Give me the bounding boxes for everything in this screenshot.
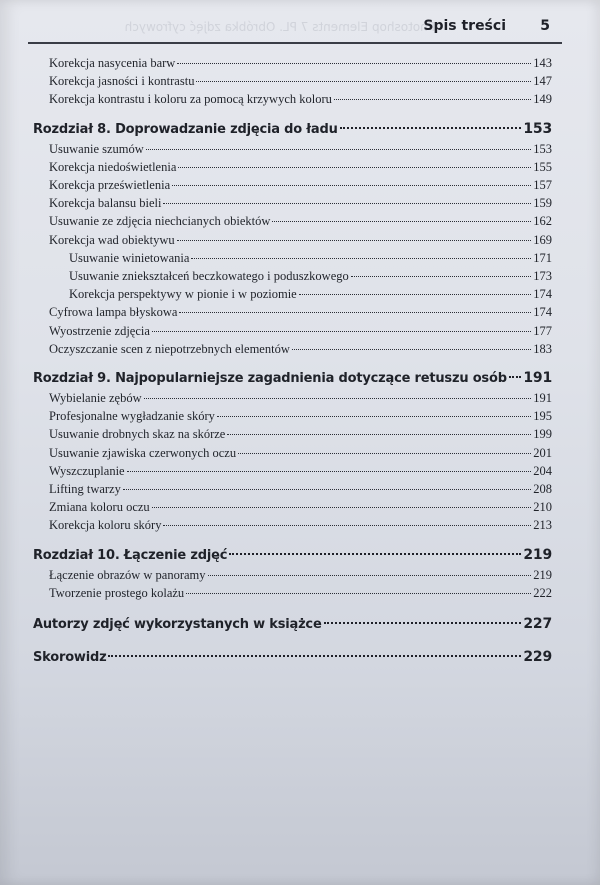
toc-entry-page: 219 <box>533 567 552 582</box>
toc-entry-page: 155 <box>533 159 552 174</box>
toc-entry-title: Korekcja nasycenia barw <box>49 56 176 70</box>
toc-entry <box>49 214 552 229</box>
toc-entry-page: 183 <box>533 341 552 356</box>
toc-entry-title: Zmiana koloru oczu <box>49 500 150 515</box>
toc-entry-title: Profesjonalne wygładzanie skóry <box>49 409 215 424</box>
dot-leader <box>334 99 531 100</box>
toc-entry-title: Cyfrowa lampa błyskowa <box>49 305 178 320</box>
toc-chapter <box>33 616 552 632</box>
dot-leader <box>509 376 522 378</box>
toc-entry-page: 162 <box>533 214 552 229</box>
toc-entry-page: 195 <box>533 409 552 424</box>
toc-chapter-page: 153 <box>523 120 552 137</box>
toc-chapter <box>33 649 552 665</box>
dot-leader <box>217 416 531 417</box>
toc-subentry <box>69 269 552 284</box>
toc-chapter-title: Skorowidz <box>33 650 107 665</box>
toc-entry-page: 213 <box>533 518 552 533</box>
dot-leader <box>146 149 531 150</box>
toc-chapter-title: Rozdział 9. Najpopularniejsze zagadnienia dotyczące retuszu osób <box>33 371 507 386</box>
dot-leader <box>179 312 531 313</box>
toc-entry-title: Korekcja balansu bieli <box>49 196 162 211</box>
dot-leader <box>144 398 532 399</box>
dot-leader <box>238 453 531 454</box>
toc-entry-page: 222 <box>533 585 552 600</box>
toc-entry-title: Wyszczuplanie <box>49 463 125 478</box>
page-number: 5 <box>540 18 550 34</box>
toc-entry-page: 210 <box>533 500 552 515</box>
toc-entry <box>49 142 552 157</box>
toc-entry-page: 204 <box>533 463 552 478</box>
toc-chapter <box>33 370 552 386</box>
toc-entry <box>49 427 552 442</box>
toc-subentry-title: Korekcja perspektywy w pionie i w poziomie <box>69 287 297 302</box>
toc-entry-title: Usuwanie ze zdjęcia niechcianych obiektów <box>49 214 271 229</box>
dot-leader <box>208 575 532 576</box>
dot-leader <box>229 553 521 555</box>
toc-subentry-page: 174 <box>533 287 552 302</box>
toc-entry-page: 177 <box>533 323 552 338</box>
toc-entry-page: 159 <box>533 196 552 211</box>
toc-entry-title: Tworzenie prostego kolażu <box>49 585 185 600</box>
toc-entry <box>49 391 552 406</box>
toc-entry-title: Usuwanie drobnych skaz na skórze <box>49 427 226 442</box>
toc-chapter <box>33 547 552 563</box>
dot-leader <box>152 331 531 332</box>
toc-entry-title: Korekcja wad obiektywu <box>49 232 175 247</box>
toc-chapter-page: 219 <box>523 546 552 563</box>
toc-entry <box>49 305 552 320</box>
dot-leader <box>108 655 521 657</box>
toc-entry <box>49 92 552 107</box>
toc-entry <box>49 160 552 175</box>
toc-entry-page: 169 <box>533 232 552 247</box>
toc-entry <box>49 482 552 497</box>
toc-entry-title: Wyostrzenie zdjęcia <box>49 323 150 338</box>
toc-entry-page: 201 <box>533 445 552 460</box>
dot-leader <box>163 203 531 204</box>
dot-leader <box>177 240 532 241</box>
dot-leader <box>299 294 532 295</box>
toc-chapter-title: Rozdział 8. Doprowadzanie zdjęcia do ładu <box>33 121 338 137</box>
toc-entry-title: Korekcja jasności i kontrastu <box>49 74 195 89</box>
toc-entry <box>49 500 552 515</box>
dot-leader <box>127 471 532 472</box>
toc-entry-title: Usuwanie zjawiska czerwonych oczu <box>49 445 237 460</box>
dot-leader <box>178 167 531 168</box>
toc-entry <box>49 446 552 461</box>
toc-chapter <box>33 121 552 137</box>
toc-entry <box>49 178 552 193</box>
dot-leader <box>196 81 531 82</box>
toc-entry-title: Korekcja prześwietlenia <box>49 178 171 192</box>
toc-entry-page: 208 <box>533 482 552 496</box>
dot-leader <box>152 507 532 508</box>
toc-chapter-title: Autorzy zdjęć wykorzystanych w książce <box>33 617 322 632</box>
toc-subentry <box>69 287 552 302</box>
running-header <box>28 14 562 44</box>
toc-entry <box>49 568 552 583</box>
toc-entry-page: 174 <box>533 305 552 320</box>
toc-entry <box>49 56 552 71</box>
toc-entry-page: 143 <box>533 56 552 70</box>
toc-entry <box>49 324 552 339</box>
dot-leader <box>272 221 531 222</box>
toc-subentry <box>69 251 552 266</box>
toc-subentry-title: Usuwanie winietowania <box>69 250 190 265</box>
dot-leader <box>177 63 531 64</box>
toc-chapter-page: 227 <box>523 616 552 632</box>
mirrored-running-head: Photoshop Elements 7 PL. Obróbka zdjęć cyfrowych <box>124 20 435 34</box>
dot-leader <box>191 258 531 259</box>
dot-leader <box>292 349 531 350</box>
toc-entry-title: Korekcja niedoświetlenia <box>49 159 177 174</box>
dot-leader <box>324 622 522 624</box>
toc-entry-page: 191 <box>533 391 552 405</box>
dot-leader <box>172 185 531 186</box>
dot-leader <box>123 489 531 490</box>
toc-entry-title: Korekcja koloru skóry <box>49 518 162 533</box>
dot-leader <box>186 593 531 594</box>
toc-entry-title: Lifting twarzy <box>49 482 121 496</box>
toc-chapter-page: 229 <box>523 649 552 665</box>
toc-entry-page: 153 <box>533 141 552 156</box>
dot-leader <box>163 525 531 526</box>
toc-chapter-page: 191 <box>523 370 552 386</box>
toc-entry-page: 157 <box>533 178 552 192</box>
toc-entry <box>49 518 552 533</box>
toc-entry-title: Łączenie obrazów w panoramy <box>49 567 206 582</box>
toc-subentry-page: 171 <box>533 250 552 265</box>
toc-entry-title: Usuwanie szumów <box>49 141 144 156</box>
toc-entry-title: Oczyszczanie scen z niepotrzebnych elementów <box>49 341 290 356</box>
toc-entry <box>49 233 552 248</box>
toc-entry-page: 147 <box>533 74 552 89</box>
toc-entry-title: Korekcja kontrastu i koloru za pomocą krzywych koloru <box>49 92 332 107</box>
dot-leader <box>340 127 522 129</box>
toc-subentry-title: Usuwanie zniekształceń beczkowatego i poduszkowego <box>69 269 349 283</box>
toc-chapter-title: Rozdział 10. Łączenie zdjęć <box>33 547 228 563</box>
toc-entry <box>49 409 552 424</box>
toc-entry <box>49 586 552 601</box>
toc-entry <box>49 196 552 211</box>
toc-subentry-page: 173 <box>533 269 552 283</box>
toc-entry <box>49 464 552 479</box>
toc-entry-title: Wybielanie zębów <box>49 391 142 405</box>
toc-entry <box>49 74 552 89</box>
toc-entry-page: 149 <box>533 92 552 107</box>
dot-leader <box>351 276 531 277</box>
section-title: Spis treści <box>423 18 506 34</box>
toc-entry-page: 199 <box>533 427 552 442</box>
dot-leader <box>227 434 531 435</box>
toc-entry <box>49 342 552 357</box>
